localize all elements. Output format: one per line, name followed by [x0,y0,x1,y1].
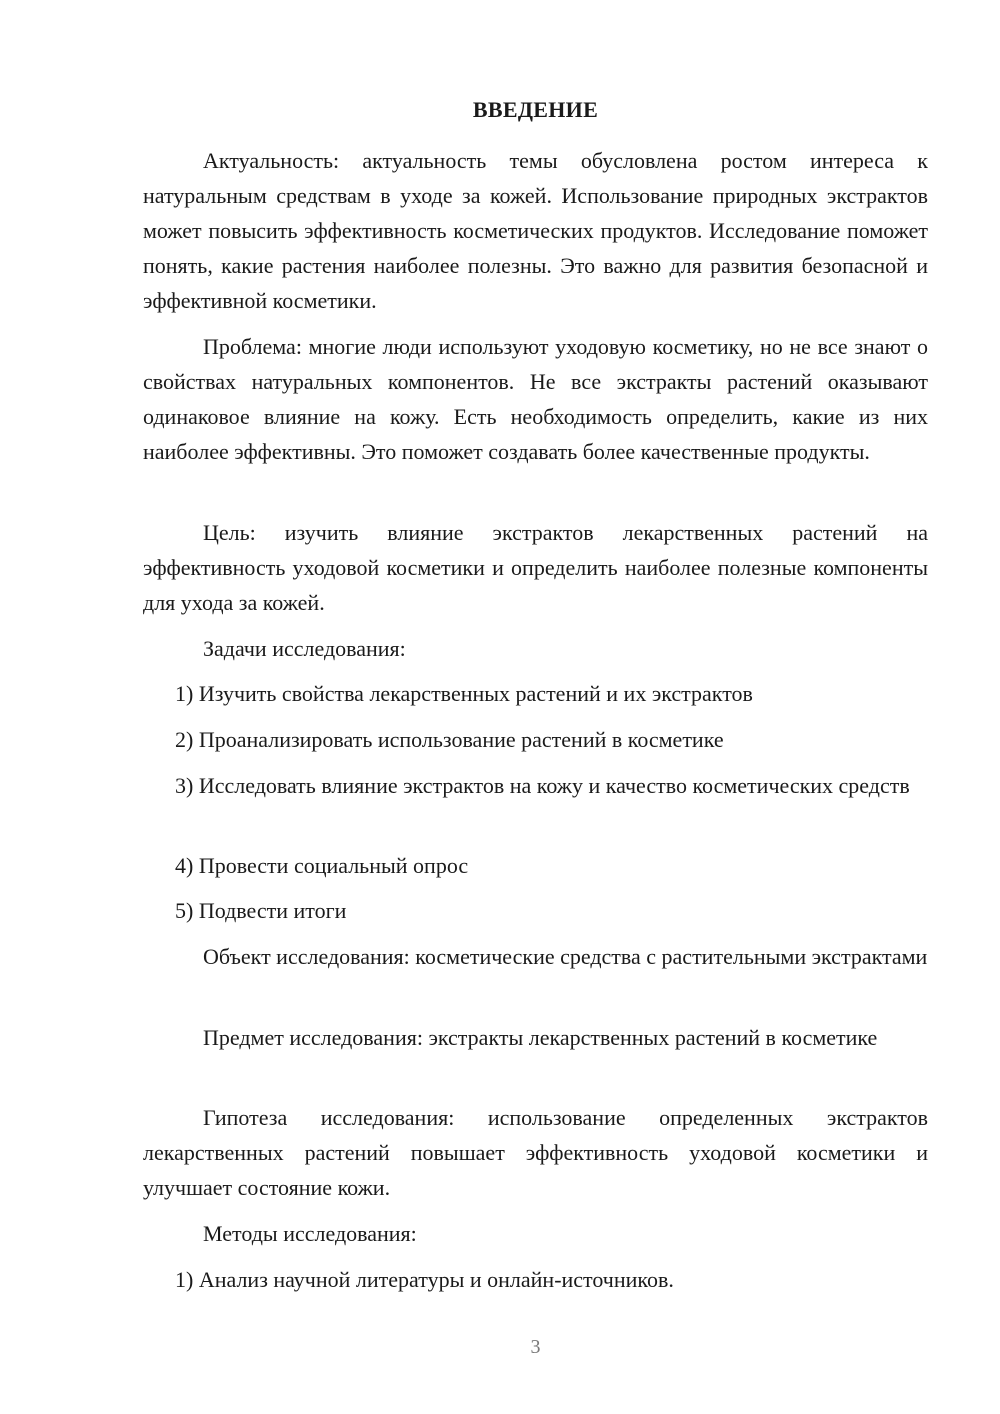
hypothesis-block [143,1100,928,1205]
task-item: 1) Изучить свойства лекарственных растений и их экстрактов [175,681,753,706]
task-item: 4) Провести социальный опрос [175,853,469,878]
subject-paragraph: Предмет исследования: экстракты лекарственных растений в косметике [203,1025,878,1050]
task-item-1-block [143,676,928,711]
relevance-block [143,143,928,318]
task-item: 2) Проанализировать использование растений в косметике [175,727,724,752]
method-item-1-block [143,1262,928,1297]
methods-heading-block [143,1216,928,1251]
method-item: 1) Анализ научной литературы и онлайн-источников. [175,1267,674,1292]
document-page [143,0,928,1414]
subject-block [143,1020,928,1055]
task-item: 3) Исследовать влияние экстрактов на кожу и качество косметических средств [175,773,910,798]
tasks-heading: Задачи исследования: [203,636,406,661]
task-item: 5) Подвести итоги [175,898,347,923]
hypothesis-paragraph: Гипотеза исследования: использование определенных экстрактов лекарственных растений повышает эффективность уходовой косметики и улучшает состояние кожи. [143,1105,928,1200]
task-item-5-block [143,893,928,928]
problem-paragraph: Проблема: многие люди используют уходовую косметику, но не все знают о свойствах натуральных компонентов. Не все экстракты растений оказывают одинаковое влияние на кожу. Есть необходимость определить, какие из них наиболее эффективны. Это поможет создавать более качественные продукты. [143,334,928,464]
goal-block [143,515,928,620]
tasks-heading-block [143,631,928,666]
section-title: ВВЕДЕНИЕ [472,97,599,122]
relevance-paragraph: Актуальность: актуальность темы обусловлена ростом интереса к натуральным средствам в уходе за кожей. Использование природных экстрактов может повысить эффективность косметических продуктов. Исследование поможет понять, какие растения наиболее полезны. Это важно для развития безопасной и эффективной косметики. [143,148,928,313]
task-item-2-block [143,722,928,757]
page-number: 3 [530,1336,541,1358]
task-item-3-block [143,768,928,803]
goal-paragraph: Цель: изучить влияние экстрактов лекарственных растений на эффективность уходовой косметики и определить наиболее полезные компоненты для ухода за кожей. [143,520,928,615]
problem-block [143,329,928,469]
task-item-4-block [143,848,928,883]
object-block [143,939,928,974]
methods-heading: Методы исследования: [203,1221,417,1246]
object-paragraph: Объект исследования: косметические средства с растительными экстрактами [203,944,928,969]
